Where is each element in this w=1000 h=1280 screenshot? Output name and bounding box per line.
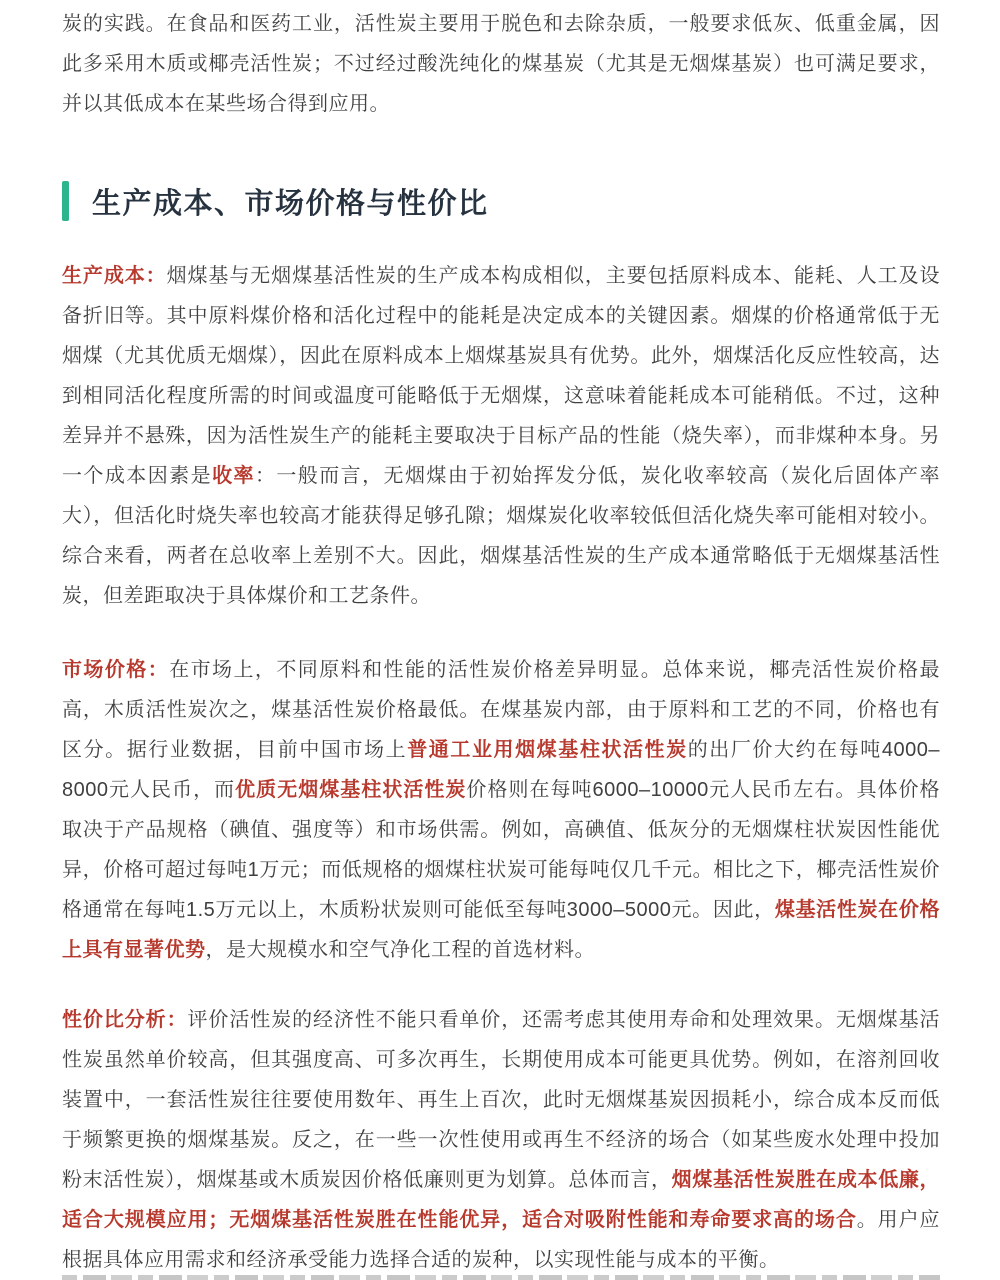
section-header — [62, 178, 940, 224]
market-price-paragraph — [62, 650, 940, 970]
text-run: 价格则在每吨6000–10000元人民币左右。具体价格取决于产品规格（碘值、强度等）和市场供需。例如，高碘值、低灰分的无烟煤柱状炭因性能优异，价格可超过每吨1万元；而低规格的烟煤柱状炭可能每吨仅几千元。相比之下，椰壳活性炭价格通常在每吨1.5万元以上，木质粉状炭则可能低至每吨3000–5000元。因此， — [62, 779, 941, 921]
section-accent-bar — [62, 181, 69, 221]
emphasis-text-run: 烟煤基活性炭胜在成本低廉，适合大规模应用；无烟煤基活性炭胜在性能优异，适合对吸附性能和寿命要求高的场合 — [62, 1169, 941, 1231]
intro-paragraph — [62, 4, 940, 124]
text-run: 炭的实践。在食品和医药工业，活性炭主要用于脱色和去除杂质，一般要求低灰、低重金属，因此多采用木质或椰壳活性炭；不过经过酸洗纯化的煤基炭（尤其是无烟煤基炭）也可满足要求，并以其低成本在某些场合得到应用。 — [62, 13, 940, 115]
emphasis-text-run: 煤基活性炭在价格上具有显著优势 — [62, 899, 940, 961]
text-run: 在市场上，不同原料和性能的活性炭价格差异明显。总体来说，椰壳活性炭价格最高，木质活性炭次之，煤基活性炭价格最低。在煤基炭内部，由于原料和工艺的不同，价格也有区分。据行业数据，目前中国市场上 — [62, 659, 940, 761]
section-title: 生产成本、市场价格与性价比 — [92, 187, 489, 220]
text-run: 烟煤基与无烟煤基活性炭的生产成本构成相似，主要包括原料成本、能耗、人工及设备折旧等。其中原料煤价格和活化过程中的能耗是决定成本的关键因素。烟煤的价格通常低于无烟煤（尤其优质无烟煤），因此在原料成本上烟煤基炭具有优势。此外，烟煤活化反应性较高，达到相同活化程度所需的时间或温度可能略低于无烟煤，这意味着能耗成本可能稍低。不过，这种差异并不悬殊，因为活性炭生产的能耗主要取决于目标产品的性能（烧失率），而非煤种本身。另一个成本因素是 — [62, 265, 941, 487]
emphasis-text-run: 生产成本： — [62, 265, 167, 287]
production-cost-paragraph — [62, 256, 940, 616]
clipped-next-text-line — [62, 1275, 940, 1280]
emphasis-text-run: 市场价格： — [62, 659, 170, 681]
text-run: 评价活性炭的经济性不能只看单价，还需考虑其使用寿命和处理效果。无烟煤基活性炭虽然单价较高，但其强度高、可多次再生，长期使用成本可能更具优势。例如，在溶剂回收装置中，一套活性炭往往要使用数年、再生上百次，此时无烟煤基炭因损耗小，综合成本反而低于频繁更换的烟煤基炭。反之，在一些一次性使用或再生不经济的场合（如某些废水处理中投加粉末活性炭），烟煤基或木质炭因价格低廉则更为划算。总体而言， — [62, 1009, 941, 1191]
text-run: ，是大规模水和空气净化工程的首选材料。 — [205, 939, 595, 961]
emphasis-text-run: 收率 — [212, 465, 255, 487]
emphasis-text-run: 普通工业用烟煤基柱状活性炭 — [407, 739, 688, 761]
emphasis-text-run: 优质无烟煤基柱状活性炭 — [235, 779, 467, 801]
text-run: ：一般而言，无烟煤由于初始挥发分低，炭化收率较高（炭化后固体产率大），但活化时烧失率也较高才能获得足够孔隙；烟煤炭化收率较低但活化烧失率可能相对较小。综合来看，两者在总收率上差别不大。因此，烟煤基活性炭的生产成本通常略低于无烟煤基活性炭，但差距取决于具体煤价和工艺条件。 — [62, 465, 940, 607]
cost-effectiveness-paragraph — [62, 1000, 940, 1280]
text-run: 。用户应根据具体应用需求和经济承受能力选择合适的炭种，以实现性能与成本的平衡。 — [62, 1209, 941, 1271]
clipped-text-smear — [62, 1275, 940, 1280]
emphasis-text-run: 性价比分析： — [62, 1009, 188, 1031]
text-run: 的出厂价大约在每吨4000–8000元人民币，而 — [62, 739, 940, 801]
